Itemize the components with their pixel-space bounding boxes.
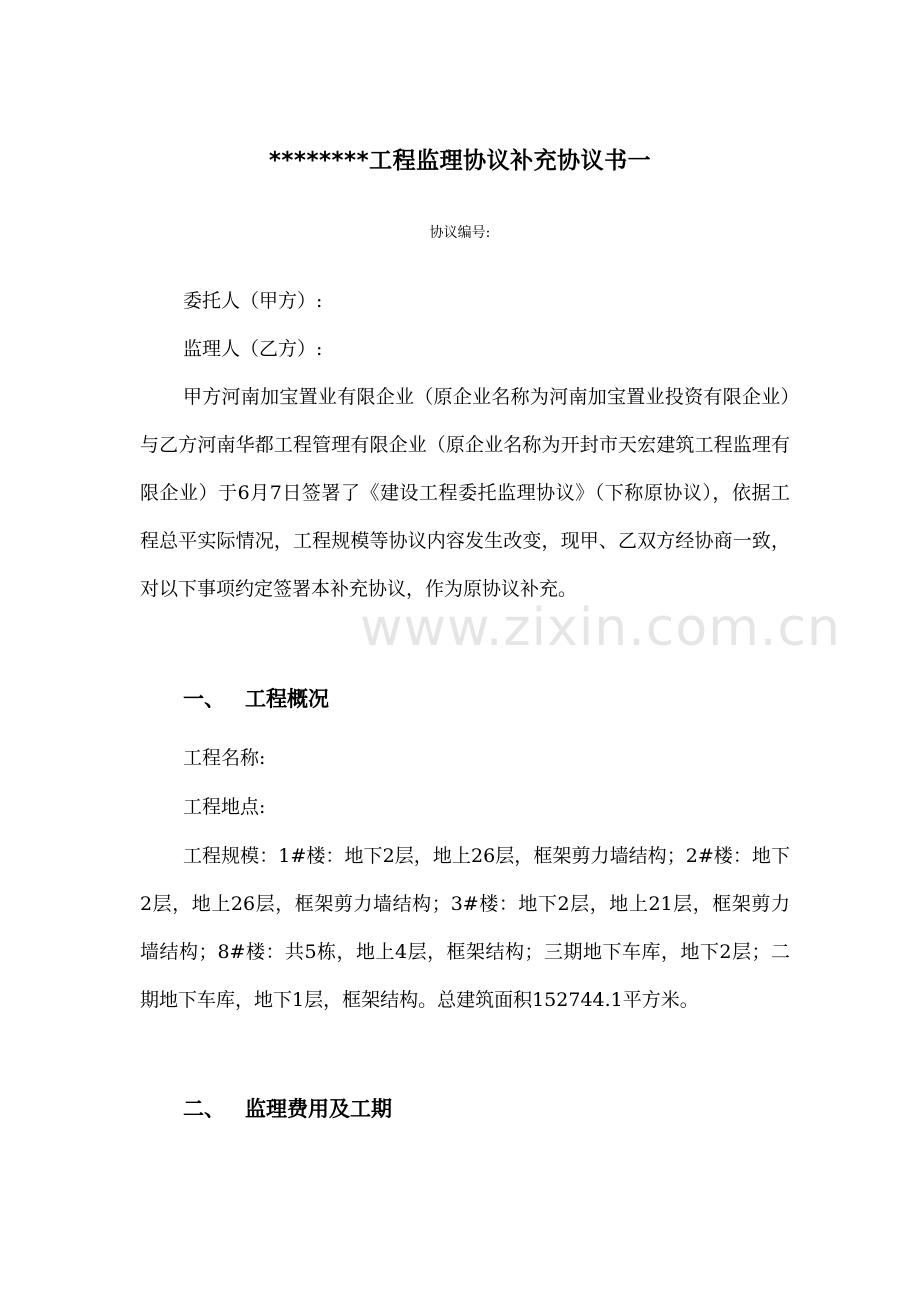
supervisor-label: 监理人（乙方）: [183,338,323,360]
section-title: 监理费用及工期 [245,1097,392,1121]
project-name-label: 工程名称: [183,747,266,769]
agreement-number-label: 协议编号: [429,225,491,241]
watermark-text: www.zixin.com.cn [360,598,841,658]
section-heading-project-overview [183,686,329,712]
section-number: 一、 [183,687,225,711]
client-label: 委托人（甲方）: [183,290,323,312]
project-scale-block [140,832,790,1024]
project-scale-paragraph: 工程规模：1#楼：地下2层，地上26层，框架剪力墙结构；2#楼：地下2层，地上26层，框架剪力墙结构；3#楼：地下2层，地上21层，框架剪力墙结构；8#楼：共5栋，地上4层，框架结构；三期地下车库，地下2层；二期地下车库，地下1层，框架结构。总建筑面积152744.1平方米。 [140,845,790,1011]
section-title: 工程概况 [245,687,329,711]
section-heading-fees-and-schedule [183,1096,392,1122]
project-location-label: 工程地点: [183,796,266,818]
section-number: 二、 [183,1097,225,1121]
intro-paragraph: 甲方河南加宝置业有限企业（原企业名称为河南加宝置业投资有限企业）与乙方河南华都工程管理有限企业（原企业名称为开封市天宏建筑工程监理有限企业）于6月7日签署了《建设工程委托监理协议》（下称原协议），依据工程总平实际情况，工程规模等协议内容发生改变，现甲、乙双方经协商一致，对以下事项约定签署本补充协议，作为原协议补充。 [140,386,790,600]
document-title: ********工程监理协议补充协议书一 [268,148,652,174]
intro-paragraph-block [140,373,790,613]
